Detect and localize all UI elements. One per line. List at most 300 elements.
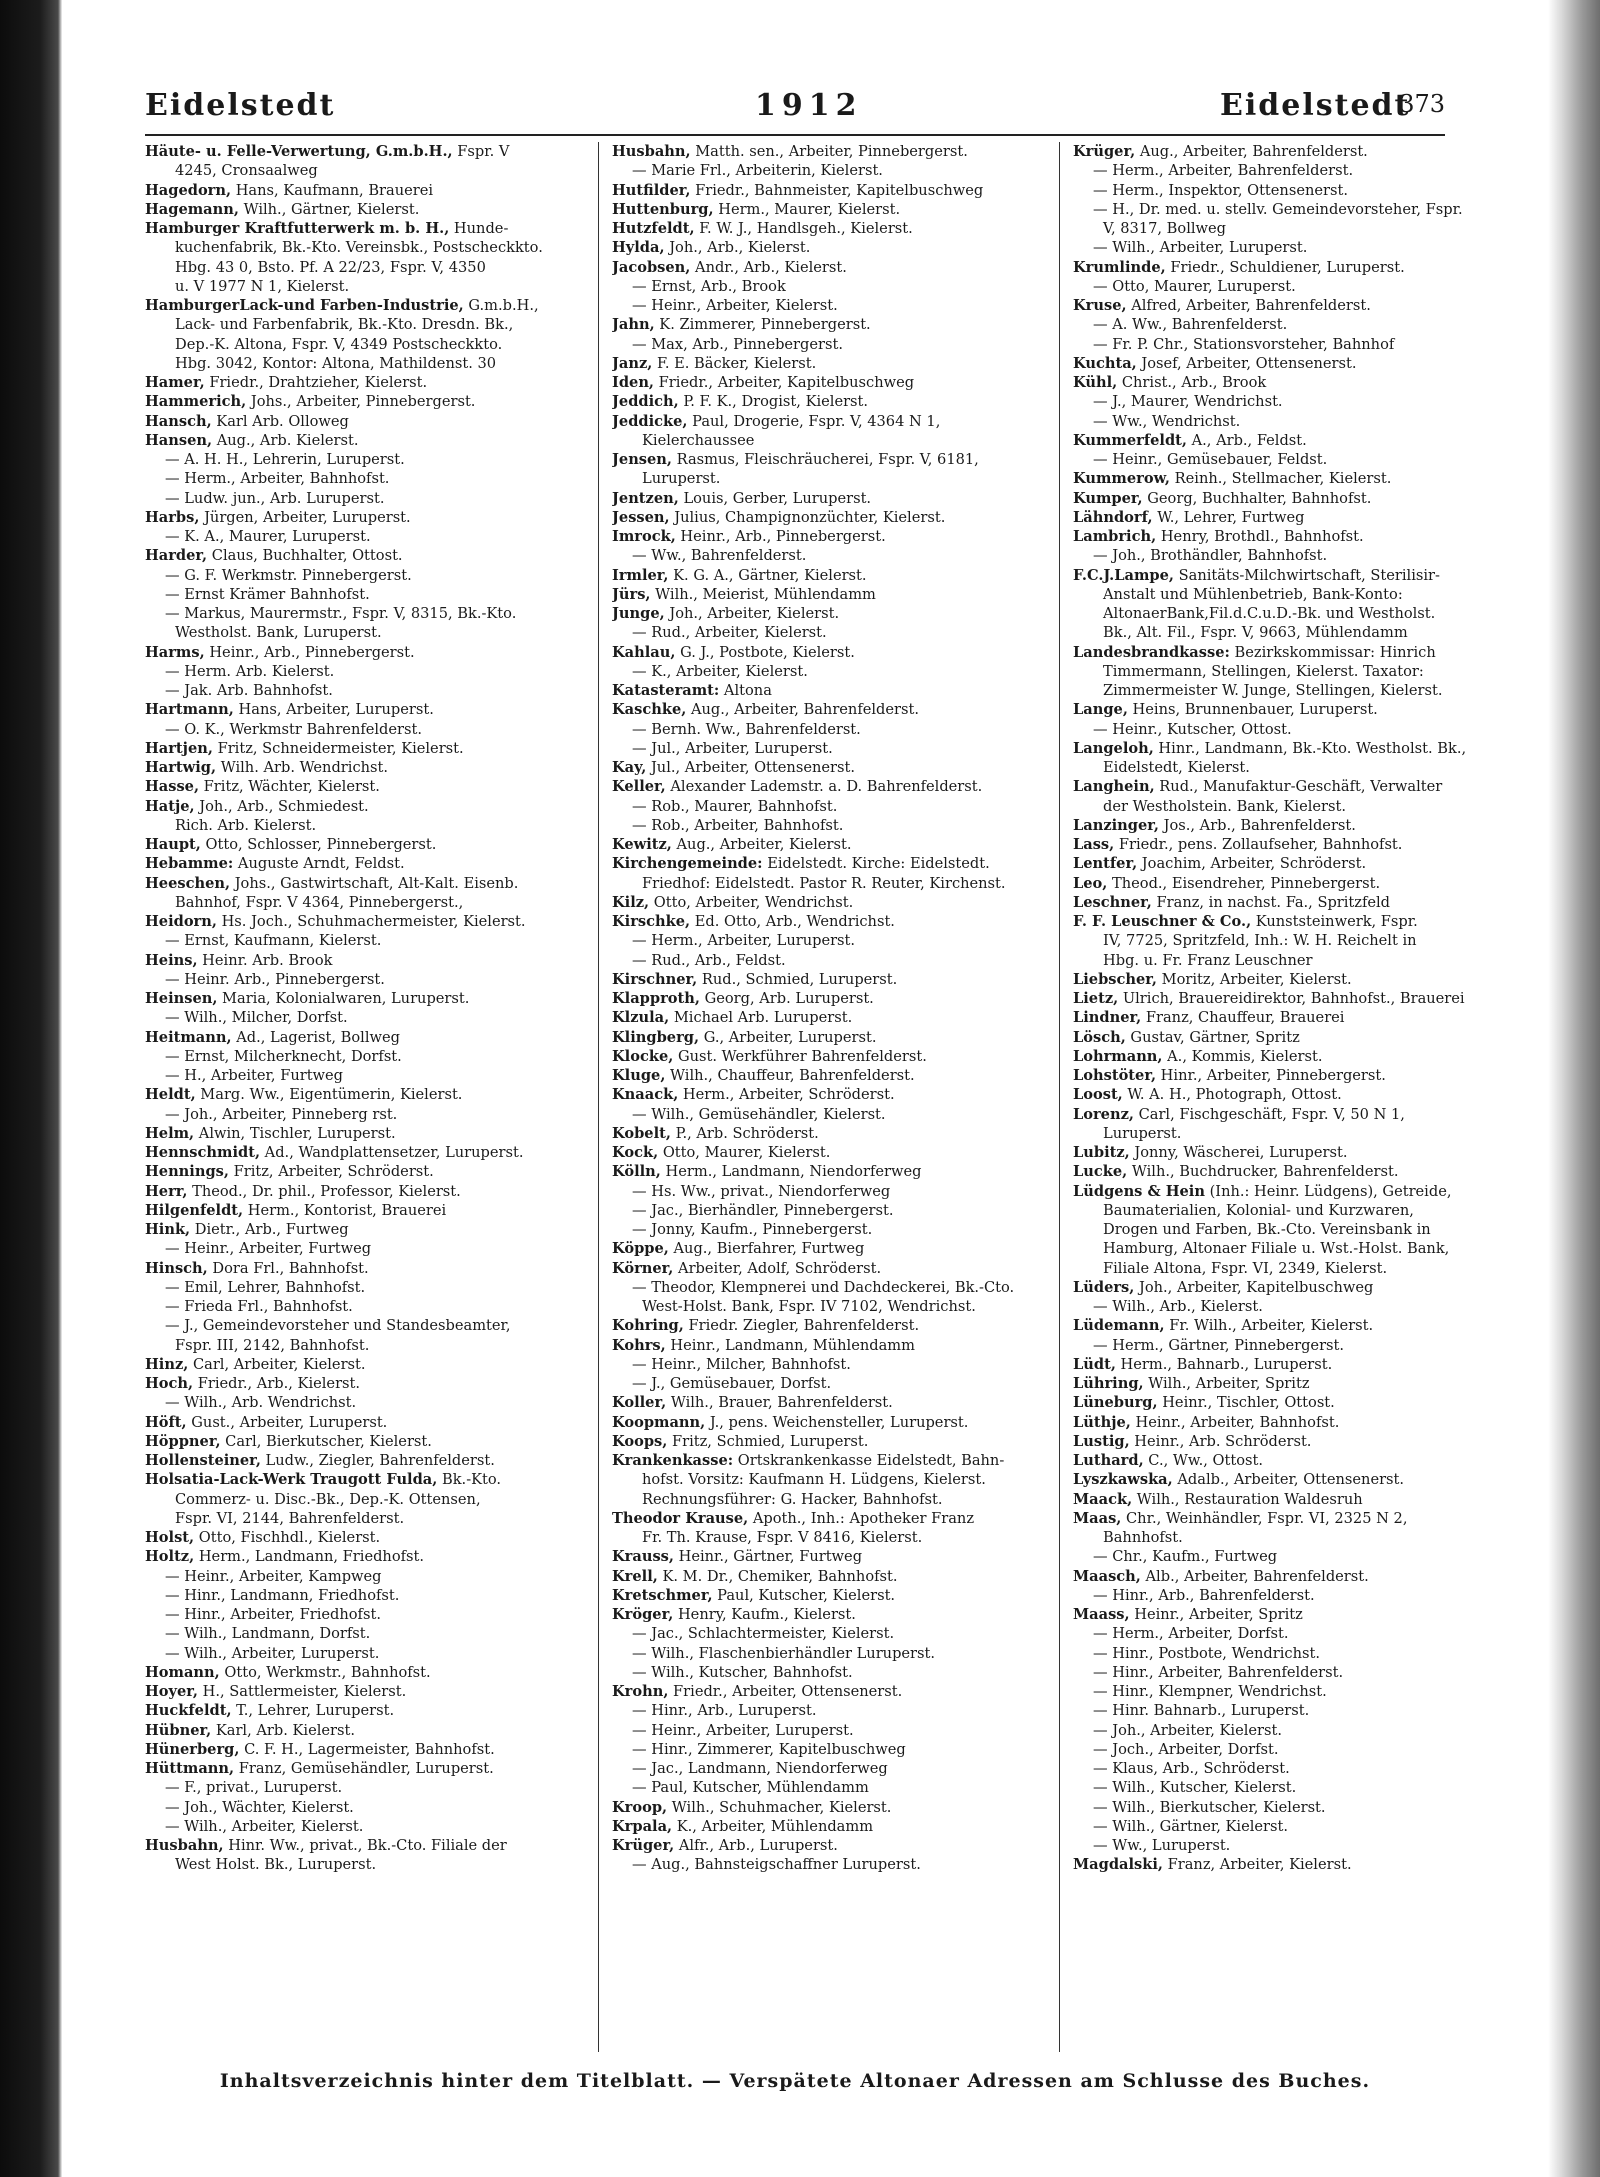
- directory-subentry: [612, 1778, 1036, 1797]
- entry-text: Friedr., Bahnmeister, Kapitelbuschweg: [690, 181, 984, 199]
- entry-text: — Ernst, Kaufmann, Kielerst.: [165, 932, 382, 950]
- entry-text: Paul, Kutscher, Kielerst.: [712, 1586, 896, 1604]
- directory-subentry: [1073, 1336, 1497, 1355]
- entry-text: Wilh., Schuhmacher, Kielerst.: [667, 1798, 892, 1816]
- directory-subentry: [145, 681, 569, 700]
- entry-name: Köppe,: [612, 1240, 669, 1258]
- directory-subentry: [1073, 1721, 1497, 1740]
- directory-entry: [612, 315, 1036, 334]
- entry-name: Huckfeldt,: [145, 1702, 232, 1720]
- entry-text: — J., Gemeindevorsteher und Standesbeamter,: [165, 1317, 511, 1335]
- entry-text: K., Arbeiter, Mühlendamm: [672, 1817, 874, 1835]
- directory-entry: [612, 181, 1036, 200]
- directory-entry: [1073, 1374, 1497, 1393]
- entry-text: Hbg. u. Fr. Franz Leuschner: [1103, 951, 1313, 969]
- entry-text: Zimmermeister W. Junge, Stellingen, Kielerst.: [1103, 682, 1443, 699]
- entry-name: Hünerberg,: [145, 1740, 240, 1758]
- entry-name: Theodor Krause,: [612, 1509, 749, 1527]
- entry-text: Bahnhof, Fspr. V 4364, Pinnebergerst.,: [175, 893, 464, 911]
- entry-text: — Heinr., Arbeiter, Furtweg: [165, 1240, 372, 1258]
- entry-text: — Joh., Wächter, Kielerst.: [165, 1798, 354, 1816]
- directory-entry: [145, 296, 569, 315]
- entry-text: — Hinr. Bahnarb., Luruperst.: [1093, 1702, 1310, 1720]
- entry-text: Ad., Wandplattensetzer, Luruperst.: [260, 1144, 524, 1161]
- entry-text: — Hinr., Zimmerer, Kapitelbuschweg: [632, 1740, 906, 1758]
- entry-text: Luruperst.: [642, 470, 721, 488]
- entry-name: Hartwig,: [145, 759, 217, 776]
- entry-text: Jonny, Wäscherei, Luruperst.: [1129, 1144, 1348, 1161]
- entry-name: Hilgenfeldt,: [145, 1201, 244, 1219]
- directory-entry: [145, 1836, 569, 1855]
- entry-name: Haupt,: [145, 836, 201, 853]
- entry-name: Hagemann,: [145, 200, 239, 218]
- entry-text: Hbg. 43 0, Bsto. Pf. A 22/23, Fspr. V, 4350: [175, 258, 486, 276]
- directory-entry: [145, 1162, 569, 1181]
- directory-entry: [612, 1567, 1036, 1586]
- entry-name: Maas,: [1073, 1509, 1122, 1527]
- directory-subentry: [145, 1605, 569, 1624]
- entry-text: K. M. Dr., Chemiker, Bahnhofst.: [657, 1567, 898, 1585]
- directory-subentry: [145, 931, 569, 950]
- entry-text: — Jak. Arb. Bahnhofst.: [165, 682, 333, 699]
- directory-entry: [145, 1470, 569, 1489]
- directory-entry: [1073, 1355, 1497, 1374]
- entry-name: Krpala,: [612, 1817, 673, 1835]
- entry-text: Aug., Arbeiter, Bahrenfelderst.: [686, 701, 919, 719]
- entry-text: — Joh., Arbeiter, Pinneberg rst.: [165, 1105, 398, 1123]
- entry-name: Hagedorn,: [145, 181, 232, 199]
- directory-continuation: [1073, 1239, 1497, 1258]
- directory-continuation: [145, 277, 569, 296]
- directory-entry: [1073, 912, 1497, 931]
- directory-entry: [612, 1239, 1036, 1258]
- entry-text: Andr., Arb., Kielerst.: [690, 258, 847, 276]
- entry-name: Liebscher,: [1073, 970, 1157, 988]
- directory-subentry: [1073, 335, 1497, 354]
- directory-subentry: [1073, 1663, 1497, 1682]
- entry-text: — Wilh., Arb. Wendrichst.: [165, 1394, 357, 1412]
- directory-continuation: [1073, 797, 1497, 816]
- entry-text: Eidelstedt, Kielerst.: [1103, 759, 1250, 776]
- directory-entry: [612, 489, 1036, 508]
- directory-entry: [1073, 739, 1497, 758]
- entry-text: (Inh.: Heinr. Lüdgens), Getreide,: [1204, 1182, 1452, 1200]
- entry-text: T., Lehrer, Luruperst.: [231, 1702, 395, 1720]
- directory-subentry: [1073, 1836, 1497, 1855]
- directory-subentry: [1073, 1798, 1497, 1817]
- entry-name: Husbahn,: [612, 143, 691, 160]
- entry-text: Heinr., Arbeiter, Spritz: [1129, 1606, 1303, 1623]
- entry-text: — Bernh. Ww., Bahrenfelderst.: [632, 720, 861, 738]
- directory-subentry: [612, 1624, 1036, 1643]
- directory-entry: [1073, 431, 1497, 450]
- entry-text: Carl, Bierkutscher, Kielerst.: [220, 1432, 432, 1450]
- entry-text: — Wilh., Arb., Kielerst.: [1093, 1298, 1263, 1315]
- directory-entry: [145, 835, 569, 854]
- directory-subentry: [145, 489, 569, 508]
- directory-entry: [1073, 489, 1497, 508]
- entry-name: Jeddicke,: [612, 412, 688, 430]
- directory-entry: [145, 546, 569, 565]
- entry-text: — Wilh., Gärtner, Kielerst.: [1093, 1817, 1288, 1835]
- entry-text: Friedr., Arbeiter, Ottensenerst.: [668, 1683, 903, 1700]
- entry-name: Magdalski,: [1073, 1856, 1163, 1874]
- entry-text: Fspr. VI, 2144, Bahrenfelderst.: [175, 1509, 405, 1527]
- entry-text: Rud., Manufaktur-Geschäft, Verwalter: [1154, 778, 1443, 796]
- entry-text: Heins, Brunnenbauer, Luruperst.: [1127, 701, 1378, 719]
- entry-text: K. G. A., Gärtner, Kielerst.: [668, 566, 867, 584]
- entry-text: — Herm., Gärtner, Pinnebergerst.: [1093, 1336, 1345, 1354]
- entry-text: Herm., Bahnarb., Luruperst.: [1115, 1355, 1333, 1373]
- entry-text: Herm., Arbeiter, Schröderst.: [678, 1086, 895, 1104]
- directory-continuation: [1073, 758, 1497, 777]
- entry-name: Hylda,: [612, 239, 665, 257]
- directory-subentry: [612, 1855, 1036, 1874]
- directory-entry: [145, 1413, 569, 1432]
- directory-subentry: [612, 161, 1036, 180]
- entry-text: — Hinr., Klempner, Wendrichst.: [1093, 1683, 1327, 1700]
- entry-text: Filiale Altona, Fspr. VI, 2349, Kielerst.: [1103, 1259, 1388, 1277]
- entry-text: Bahnhofst.: [1103, 1529, 1183, 1546]
- entry-name: Lohstöter,: [1073, 1067, 1157, 1084]
- directory-entry: [1073, 777, 1497, 796]
- entry-name: Lyszkawska,: [1073, 1471, 1173, 1489]
- directory-entry: [145, 700, 569, 719]
- directory-entry: [612, 1124, 1036, 1143]
- entry-name: Lass,: [1073, 836, 1115, 853]
- entry-text: P., Arb. Schröderst.: [670, 1124, 819, 1142]
- directory-entry: [612, 354, 1036, 373]
- entry-text: — Hinr., Arbeiter, Bahrenfelderst.: [1093, 1663, 1344, 1681]
- directory-continuation: [1073, 219, 1497, 238]
- entry-text: — H., Arbeiter, Furtweg: [165, 1067, 344, 1084]
- directory-entry: [1073, 1105, 1497, 1124]
- entry-text: Friedr., Drahtzieher, Kielerst.: [204, 374, 428, 391]
- directory-entry: [145, 1143, 569, 1162]
- entry-text: Hunde-: [449, 220, 509, 237]
- entry-text: — Heinr., Arbeiter, Kampweg: [165, 1567, 382, 1585]
- directory-subentry: [612, 1701, 1036, 1720]
- directory-entry: [145, 412, 569, 431]
- entry-name: Homann,: [145, 1663, 220, 1681]
- directory-continuation: [1073, 931, 1497, 950]
- directory-subentry: [145, 1066, 569, 1085]
- entry-text: Jos., Arb., Bahrenfelderst.: [1158, 816, 1356, 834]
- entry-text: — Hinr., Arb., Luruperst.: [632, 1702, 817, 1720]
- entry-text: Georg, Arb. Luruperst.: [699, 990, 874, 1007]
- entry-text: — Wilh., Gemüsehändler, Kielerst.: [632, 1105, 886, 1123]
- directory-entry: [612, 238, 1036, 257]
- directory-entry: [1073, 1567, 1497, 1586]
- entry-text: Joh., Arbeiter, Kapitelbuschweg: [1134, 1278, 1374, 1296]
- entry-text: Gustav, Gärtner, Spritz: [1125, 1028, 1300, 1046]
- entry-name: Lösch,: [1073, 1028, 1126, 1046]
- directory-entry: [145, 1201, 569, 1220]
- directory-subentry: [145, 1105, 569, 1124]
- entry-text: V, 8317, Bollweg: [1103, 220, 1226, 237]
- entry-text: Moritz, Arbeiter, Kielerst.: [1157, 970, 1352, 988]
- entry-text: — Wilh., Landmann, Dorfst.: [165, 1625, 371, 1643]
- directory-entry: [612, 604, 1036, 623]
- entry-name: Hinz,: [145, 1355, 189, 1373]
- entry-text: Franz, Chauffeur, Brauerei: [1141, 1009, 1345, 1027]
- entry-text: der Westholstein. Bank, Kielerst.: [1103, 797, 1347, 815]
- entry-name: Kumper,: [1073, 489, 1143, 507]
- directory-entry: [612, 1047, 1036, 1066]
- entry-text: Aug., Arb. Kielerst.: [212, 431, 359, 449]
- directory-entry: [145, 1124, 569, 1143]
- entry-name: Irmler,: [612, 566, 669, 584]
- entry-name: Kummerow,: [1073, 470, 1171, 488]
- entry-name: Heins,: [145, 951, 198, 969]
- directory-entry: [612, 1336, 1036, 1355]
- directory-entry: [612, 1836, 1036, 1855]
- directory-subentry: [1073, 181, 1497, 200]
- entry-name: Holtz,: [145, 1548, 195, 1566]
- directory-entry: [145, 739, 569, 758]
- entry-name: Kilz,: [612, 893, 650, 911]
- entry-text: Fspr. III, 2142, Bahnhofst.: [175, 1336, 370, 1354]
- directory-subentry: [612, 1374, 1036, 1393]
- entry-name: Hansch,: [145, 412, 212, 430]
- entry-text: Joh., Arb., Kielerst.: [664, 239, 811, 257]
- directory-entry: [1073, 1008, 1497, 1027]
- entry-text: Ed. Otto, Arb., Wendrichst.: [690, 913, 895, 930]
- entry-name: Lüdemann,: [1073, 1317, 1165, 1335]
- entry-text: Julius, Champignonzüchter, Kielerst.: [669, 508, 946, 526]
- entry-text: — Wilh., Arbeiter, Kielerst.: [165, 1817, 364, 1835]
- entry-text: Wilh. Arb. Wendrichst.: [216, 759, 389, 776]
- entry-text: — Ww., Wendrichst.: [1093, 412, 1241, 430]
- directory-entry: [1073, 700, 1497, 719]
- directory-continuation: [1073, 1124, 1497, 1143]
- entry-text: Auguste Arndt, Feldst.: [233, 855, 405, 873]
- entry-name: Höft,: [145, 1413, 187, 1431]
- entry-text: Arbeiter, Adolf, Schröderst.: [673, 1259, 882, 1277]
- entry-text: Alfr., Arb., Luruperst.: [674, 1837, 838, 1854]
- directory-entry: [1073, 1316, 1497, 1335]
- entry-name: Jensen,: [612, 451, 672, 468]
- entry-text: Paul, Drogerie, Fspr. V, 4364 N 1,: [687, 412, 941, 430]
- directory-entry: [145, 431, 569, 450]
- entry-text: — Max, Arb., Pinnebergerst.: [632, 335, 843, 353]
- directory-continuation: [612, 1528, 1036, 1547]
- directory-entry: [145, 1528, 569, 1547]
- entry-name: Heeschen,: [145, 874, 231, 892]
- directory-entry: [1073, 1451, 1497, 1470]
- directory-continuation: [1073, 585, 1497, 604]
- directory-subentry: [612, 1644, 1036, 1663]
- entry-text: Alb., Arbeiter, Bahrenfelderst.: [1140, 1567, 1369, 1585]
- directory-subentry: [145, 1239, 569, 1258]
- directory-continuation: [612, 1490, 1036, 1509]
- directory-subentry: [1073, 161, 1497, 180]
- directory-entry: [1073, 1490, 1497, 1509]
- entry-text: hofst. Vorsitz: Kaufmann H. Lüdgens, Kielerst.: [642, 1471, 986, 1489]
- entry-name: Heinsen,: [145, 990, 218, 1007]
- entry-text: — Frieda Frl., Bahnhofst.: [165, 1298, 353, 1315]
- entry-text: — Hinr., Arb., Bahrenfelderst.: [1093, 1586, 1315, 1604]
- directory-subentry: [612, 296, 1036, 315]
- directory-entry: [1073, 1143, 1497, 1162]
- entry-name: Herr,: [145, 1182, 188, 1200]
- entry-text: Jürgen, Arbeiter, Luruperst.: [199, 508, 411, 526]
- directory-entry: [612, 1547, 1036, 1566]
- directory-subentry: [145, 527, 569, 546]
- directory-entry: [1073, 296, 1497, 315]
- directory-entry: [612, 142, 1036, 161]
- entry-text: Theod., Dr. phil., Professor, Kielerst.: [187, 1182, 461, 1200]
- entry-text: Bk., Alt. Fil., Fspr. V, 9663, Mühlendamm: [1103, 624, 1408, 642]
- directory-subentry: [145, 1624, 569, 1643]
- directory-entry: [612, 1451, 1036, 1470]
- directory-entry: [1073, 970, 1497, 989]
- entry-text: Louis, Gerber, Luruperst.: [678, 489, 872, 507]
- directory-subentry: [145, 1008, 569, 1027]
- entry-text: Heinr., Arb. Schröderst.: [1129, 1432, 1312, 1450]
- entry-text: — Emil, Lehrer, Bahnhofst.: [165, 1278, 366, 1296]
- entry-name: Kewitz,: [612, 836, 672, 853]
- entry-text: A., Arb., Feldst.: [1186, 431, 1307, 449]
- directory-entry: [145, 874, 569, 893]
- entry-text: Hans, Kaufmann, Brauerei: [231, 181, 434, 199]
- entry-name: Husbahn,: [145, 1837, 224, 1854]
- directory-entry: [145, 1432, 569, 1451]
- directory-entry: [145, 912, 569, 931]
- directory-subentry: [612, 1220, 1036, 1239]
- entry-text: Hbg. 3042, Kontor: Altona, Mathildenst. 30: [175, 354, 497, 372]
- entry-text: — Ernst Krämer Bahnhofst.: [165, 585, 370, 603]
- entry-text: Herm., Maurer, Kielerst.: [713, 200, 901, 218]
- entry-name: Katasteramt:: [612, 682, 720, 699]
- directory-entry: [612, 1817, 1036, 1836]
- entry-name: Hutzfeldt,: [612, 220, 695, 237]
- entry-text: — Rud., Arb., Feldst.: [632, 951, 786, 969]
- directory-entry: [612, 1162, 1036, 1181]
- directory-continuation: [145, 1490, 569, 1509]
- entry-text: C., Ww., Ottost.: [1143, 1452, 1264, 1469]
- entry-text: — Hinr., Landmann, Friedhofst.: [165, 1586, 400, 1604]
- entry-name: Landesbrandkasse:: [1073, 643, 1230, 661]
- directory-subentry: [612, 1182, 1036, 1201]
- entry-name: Knaack,: [612, 1086, 679, 1104]
- entry-text: Fritz, Arbeiter, Schröderst.: [228, 1163, 434, 1181]
- entry-text: Rechnungsführer: G. Hacker, Bahnhofst.: [642, 1490, 943, 1508]
- directory-entry: [145, 1374, 569, 1393]
- entry-text: Joh., Arb., Schmiedest.: [194, 797, 369, 815]
- column-divider-2: [1059, 142, 1060, 2052]
- entry-name: Hamburger Kraftfutterwerk m. b. H.,: [145, 220, 450, 237]
- entry-name: Hennschmidt,: [145, 1144, 261, 1161]
- entry-text: — Heinr., Gemüsebauer, Feldst.: [1093, 451, 1328, 468]
- directory-continuation: [1073, 1259, 1497, 1278]
- directory-entry: [612, 1798, 1036, 1817]
- entry-text: — Joch., Arbeiter, Dorfst.: [1093, 1740, 1279, 1758]
- entry-text: Wilh., Gärtner, Kielerst.: [238, 200, 420, 218]
- directory-subentry: [612, 1721, 1036, 1740]
- directory-entry: [145, 797, 569, 816]
- directory-entry: [612, 854, 1036, 873]
- entry-text: Maria, Kolonialwaren, Luruperst.: [217, 990, 470, 1007]
- entry-text: AltonaerBank,Fil.d.C.u.D.-Bk. und Westholst.: [1103, 605, 1436, 622]
- directory-subentry: [612, 277, 1036, 296]
- entry-name: Hammerich,: [145, 393, 247, 411]
- directory-subentry: [145, 970, 569, 989]
- entry-text: Friedr. Ziegler, Bahrenfelderst.: [683, 1317, 920, 1335]
- directory-entry: [612, 1682, 1036, 1701]
- entry-text: Heinr., Tischler, Ottost.: [1157, 1394, 1335, 1412]
- directory-entry: [612, 373, 1036, 392]
- entry-text: Claus, Buchhalter, Ottost.: [207, 547, 403, 565]
- entry-name: Krell,: [612, 1567, 658, 1585]
- entry-text: — Herm., Arbeiter, Dorfst.: [1093, 1625, 1289, 1643]
- entry-text: Hinr., Arbeiter, Pinnebergerst.: [1156, 1067, 1386, 1084]
- directory-subentry: [1073, 1759, 1497, 1778]
- entry-name: Jentzen,: [612, 489, 679, 507]
- directory-continuation: [145, 623, 569, 642]
- directory-continuation: [145, 161, 569, 180]
- directory-continuation: [145, 1336, 569, 1355]
- header-right-title: Eidelstedt: [1220, 88, 1411, 123]
- entry-name: Lüneburg,: [1073, 1394, 1158, 1412]
- entry-name: Hink,: [145, 1221, 191, 1238]
- directory-entry: [612, 1028, 1036, 1047]
- directory-entry: [612, 392, 1036, 411]
- entry-text: kuchenfabrik, Bk.-Kto. Vereinsbk., Postscheckkto.: [175, 239, 543, 257]
- entry-text: Otto, Werkmstr., Bahnhofst.: [219, 1663, 431, 1681]
- directory-entry: [145, 1682, 569, 1701]
- entry-text: Heinr., Arb., Pinnebergerst.: [675, 528, 886, 545]
- directory-subentry: [612, 797, 1036, 816]
- entry-text: — Herm. Arb. Kielerst.: [165, 662, 335, 680]
- entry-text: — Ww., Bahrenfelderst.: [632, 547, 807, 565]
- entry-text: Matth. sen., Arbeiter, Pinnebergerst.: [690, 143, 968, 160]
- directory-subentry: [1073, 277, 1497, 296]
- entry-name: Jacobsen,: [612, 258, 691, 276]
- entry-text: — Paul, Kutscher, Mühlendamm: [632, 1779, 869, 1797]
- footer-note: Inhaltsverzeichnis hinter dem Titelblatt. — Verspätete Altonaer Adressen am Schlusse des Buches.: [219, 2070, 1371, 2092]
- directory-subentry: [612, 1740, 1036, 1759]
- entry-text: — J., Maurer, Wendrichst.: [1093, 393, 1283, 411]
- directory-entry: [145, 392, 569, 411]
- entry-text: — Klaus, Arb., Schröderst.: [1093, 1760, 1290, 1777]
- scan-left-edge: [0, 0, 62, 2177]
- entry-name: Koops,: [612, 1432, 668, 1450]
- entry-text: — Hinr., Postbote, Wendrichst.: [1093, 1644, 1320, 1662]
- entry-text: Friedr., Arb., Kielerst.: [193, 1375, 361, 1392]
- directory-subentry: [612, 335, 1036, 354]
- directory-entry: [1073, 835, 1497, 854]
- entry-text: Gust. Werkführer Bahrenfelderst.: [673, 1047, 927, 1065]
- directory-subentry: [612, 623, 1036, 642]
- entry-name: Kaschke,: [612, 701, 687, 719]
- directory-entry: [1073, 1066, 1497, 1085]
- entry-text: Alexander Lademstr. a. D. Bahrenfelderst.: [665, 778, 983, 796]
- directory-entry: [612, 1066, 1036, 1085]
- entry-text: — Heinr., Kutscher, Ottost.: [1093, 720, 1292, 738]
- entry-text: Lack- und Farbenfabrik, Bk.-Kto. Dresdn. Bk.,: [175, 316, 514, 334]
- entry-text: W., Lehrer, Furtweg: [1152, 508, 1305, 526]
- entry-text: — Rud., Arbeiter, Kielerst.: [632, 624, 827, 642]
- directory-continuation: [145, 258, 569, 277]
- entry-text: — K., Arbeiter, Kielerst.: [632, 662, 808, 680]
- entry-name: Hüttmann,: [145, 1760, 235, 1777]
- entry-text: — G. F. Werkmstr. Pinnebergerst.: [165, 566, 412, 584]
- page-header: [145, 80, 1445, 130]
- directory-subentry: [1073, 1586, 1497, 1605]
- directory-entry: [1073, 1509, 1497, 1528]
- entry-text: Altona: [719, 682, 772, 699]
